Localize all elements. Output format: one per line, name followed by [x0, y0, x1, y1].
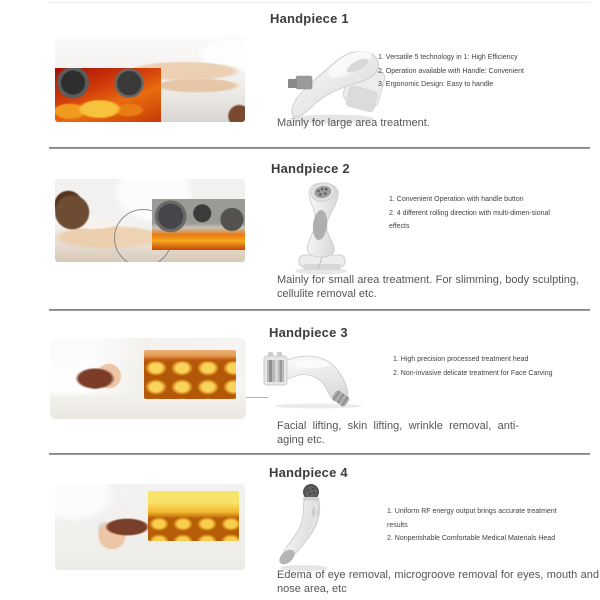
feature-list [393, 353, 600, 380]
treatment-photo-body [55, 37, 245, 122]
treatment-photo-face [50, 338, 246, 419]
section-title: Handpiece 4 [269, 465, 348, 480]
section-handpiece-1 [0, 0, 600, 148]
section-description: Edema of eye removal, microgroove removal for eyes, mouth and nose area, etc [277, 569, 599, 595]
feature-line: 1. High precision processed treatment head [393, 356, 529, 363]
feature-line: 2. Operation available with Handle: Convenient [378, 67, 524, 75]
feature-list [387, 505, 600, 546]
section-handpiece-2 [0, 148, 600, 310]
feature-line: 2. 4 different rolling direction with multi-dimen-sional [389, 209, 550, 217]
feature-line: 2. Non-invasive delicate treatment for Face Carving [393, 369, 553, 377]
feature-line: 1. Convenient Operation with handle button [389, 196, 524, 203]
treatment-photo-back [55, 179, 245, 262]
handpiece-4-illustration [276, 481, 344, 573]
section-title: Handpiece 3 [269, 325, 348, 340]
handpiece-3-product-image [260, 343, 364, 413]
feature-line: 1. Uniform RF energy output brings accurate treatment [387, 508, 557, 515]
treatment-photo-eye [55, 484, 245, 570]
section-title: Handpiece 2 [271, 161, 350, 176]
section-title: Handpiece 1 [270, 11, 349, 26]
feature-line: 2. Nonperishable Comfortable Medical Materials Head [387, 535, 556, 542]
feature-line: 1. Versatile 5 technology in 1: High Efficiency [378, 54, 518, 61]
feature-line: effects [389, 223, 410, 230]
feature-line: results [387, 521, 408, 529]
handpiece-4-product-image [276, 481, 344, 573]
photo-inset-rollers [55, 68, 161, 122]
section-handpiece-3 [0, 310, 600, 453]
photo-inset-fat-cells [144, 350, 236, 399]
handpiece-2-illustration [292, 181, 354, 276]
photo-inset-rollers [152, 199, 245, 250]
photo-inset-fat-cells [148, 491, 239, 541]
section-description: Facial lifting, skin lifting, wrinkle removal, anti-aging etc. [277, 420, 519, 446]
section-handpiece-4 [0, 455, 600, 600]
section-description: Mainly for large area treatment. [277, 117, 430, 129]
section-description: Mainly for small area treatment. For slimming, body sculpting, cellulite removal etc. [277, 274, 579, 300]
handpiece-2-product-image [292, 181, 354, 276]
feature-list [389, 193, 600, 234]
handpiece-3-illustration [260, 343, 364, 413]
feature-line: 3. Ergonomic Design: Easy to handle [378, 81, 494, 88]
feature-list [378, 51, 583, 92]
